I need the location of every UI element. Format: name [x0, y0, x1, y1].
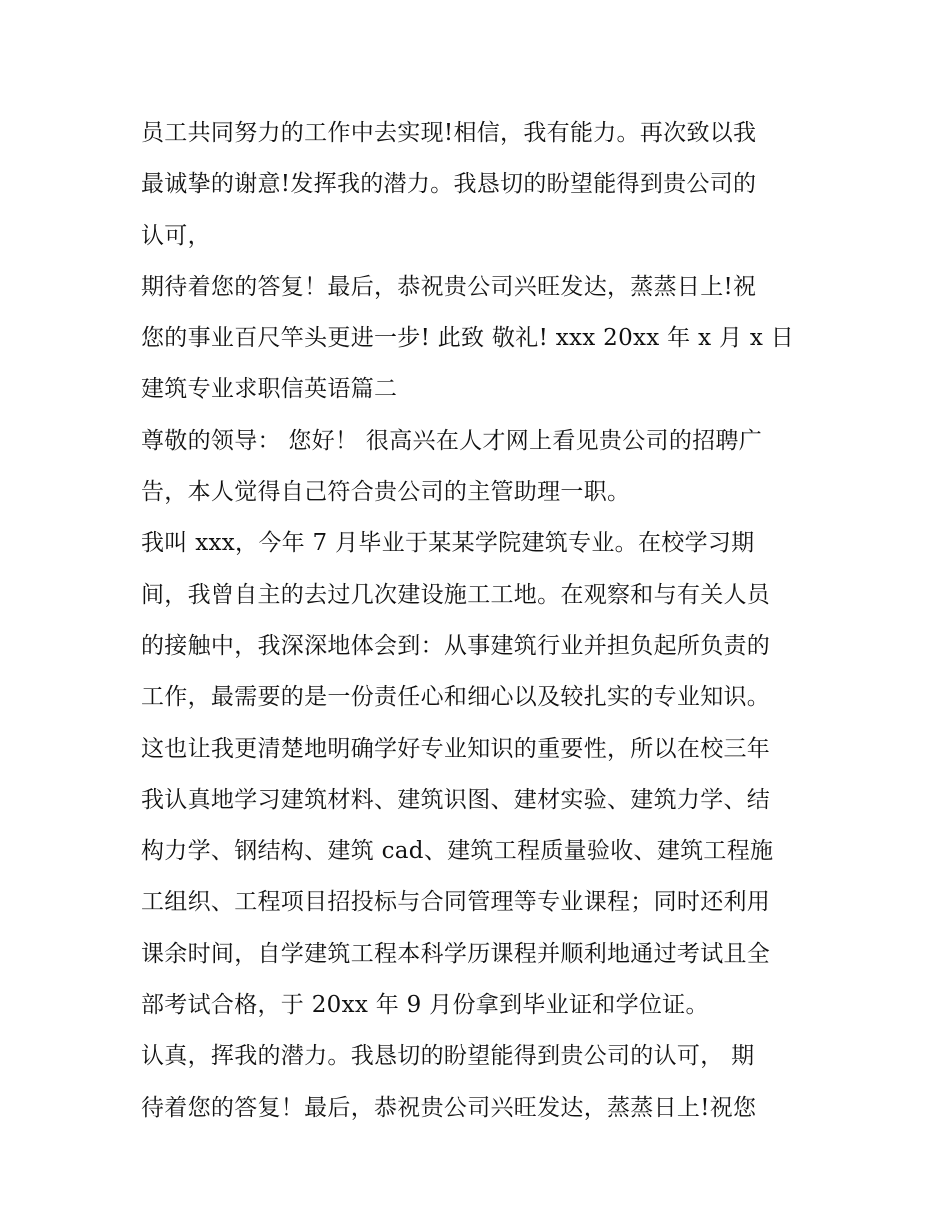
text-line: 待着您的答复！最后，恭祝贵公司兴旺发达，蒸蒸日上!祝您: [141, 1094, 757, 1121]
document-body-text: [141, 108, 821, 1134]
text-line: 工组织、工程项目招投标与合同管理等专业课程；同时还利用: [141, 889, 771, 916]
text-line: 构力学、钢结构、建筑 cad、建筑工程质量验收、建筑工程施: [141, 838, 774, 865]
text-line: 我叫 xxx，今年 7 月毕业于某某学院建筑专业。在校学习期: [141, 530, 755, 557]
text-line: 期待着您的答复！最后，恭祝贵公司兴旺发达，蒸蒸日上!祝: [141, 273, 757, 300]
text-line: 我认真地学习建筑材料、建筑识图、建材实验、建筑力学、结: [141, 786, 771, 813]
text-line: 认可，: [141, 222, 211, 249]
text-line: 员工共同努力的工作中去实现!相信，我有能力。再次致以我: [141, 120, 757, 146]
text-line: 部考试合格，于 20xx 年 9 月份拿到毕业证和学位证。: [141, 992, 709, 1019]
text-line: 尊敬的领导： 您好！ 很高兴在人才网上看见贵公司的招聘广: [141, 427, 763, 454]
text-line: 工作，最需要的是一份责任心和细心以及较扎实的专业知识。: [141, 684, 771, 711]
text-line: 的接触中，我深深地体会到：从事建筑行业并担负起所负责的: [141, 632, 771, 659]
section-heading: 建筑专业求职信英语篇二: [141, 376, 398, 403]
text-line: 这也让我更清楚地明确学好专业知识的重要性，所以在校三年: [141, 735, 771, 762]
text-line: 您的事业百尺竿头更进一步! 此致 敬礼! xxx 20xx 年 x 月 x 日: [141, 325, 795, 352]
text-line: 最诚挚的谢意!发挥我的潜力。我恳切的盼望能得到贵公司的: [141, 171, 757, 198]
text-line: 认真，挥我的潜力。我恳切的盼望能得到贵公司的认可， 期: [141, 1043, 755, 1070]
text-line: 间，我曾自主的去过几次建设施工工地。在观察和与有关人员: [141, 581, 771, 608]
text-line: 课余时间，自学建筑工程本科学历课程并顺利地通过考试且全: [141, 940, 771, 967]
text-line: 告，本人觉得自己符合贵公司的主管助理一职。: [141, 479, 631, 506]
